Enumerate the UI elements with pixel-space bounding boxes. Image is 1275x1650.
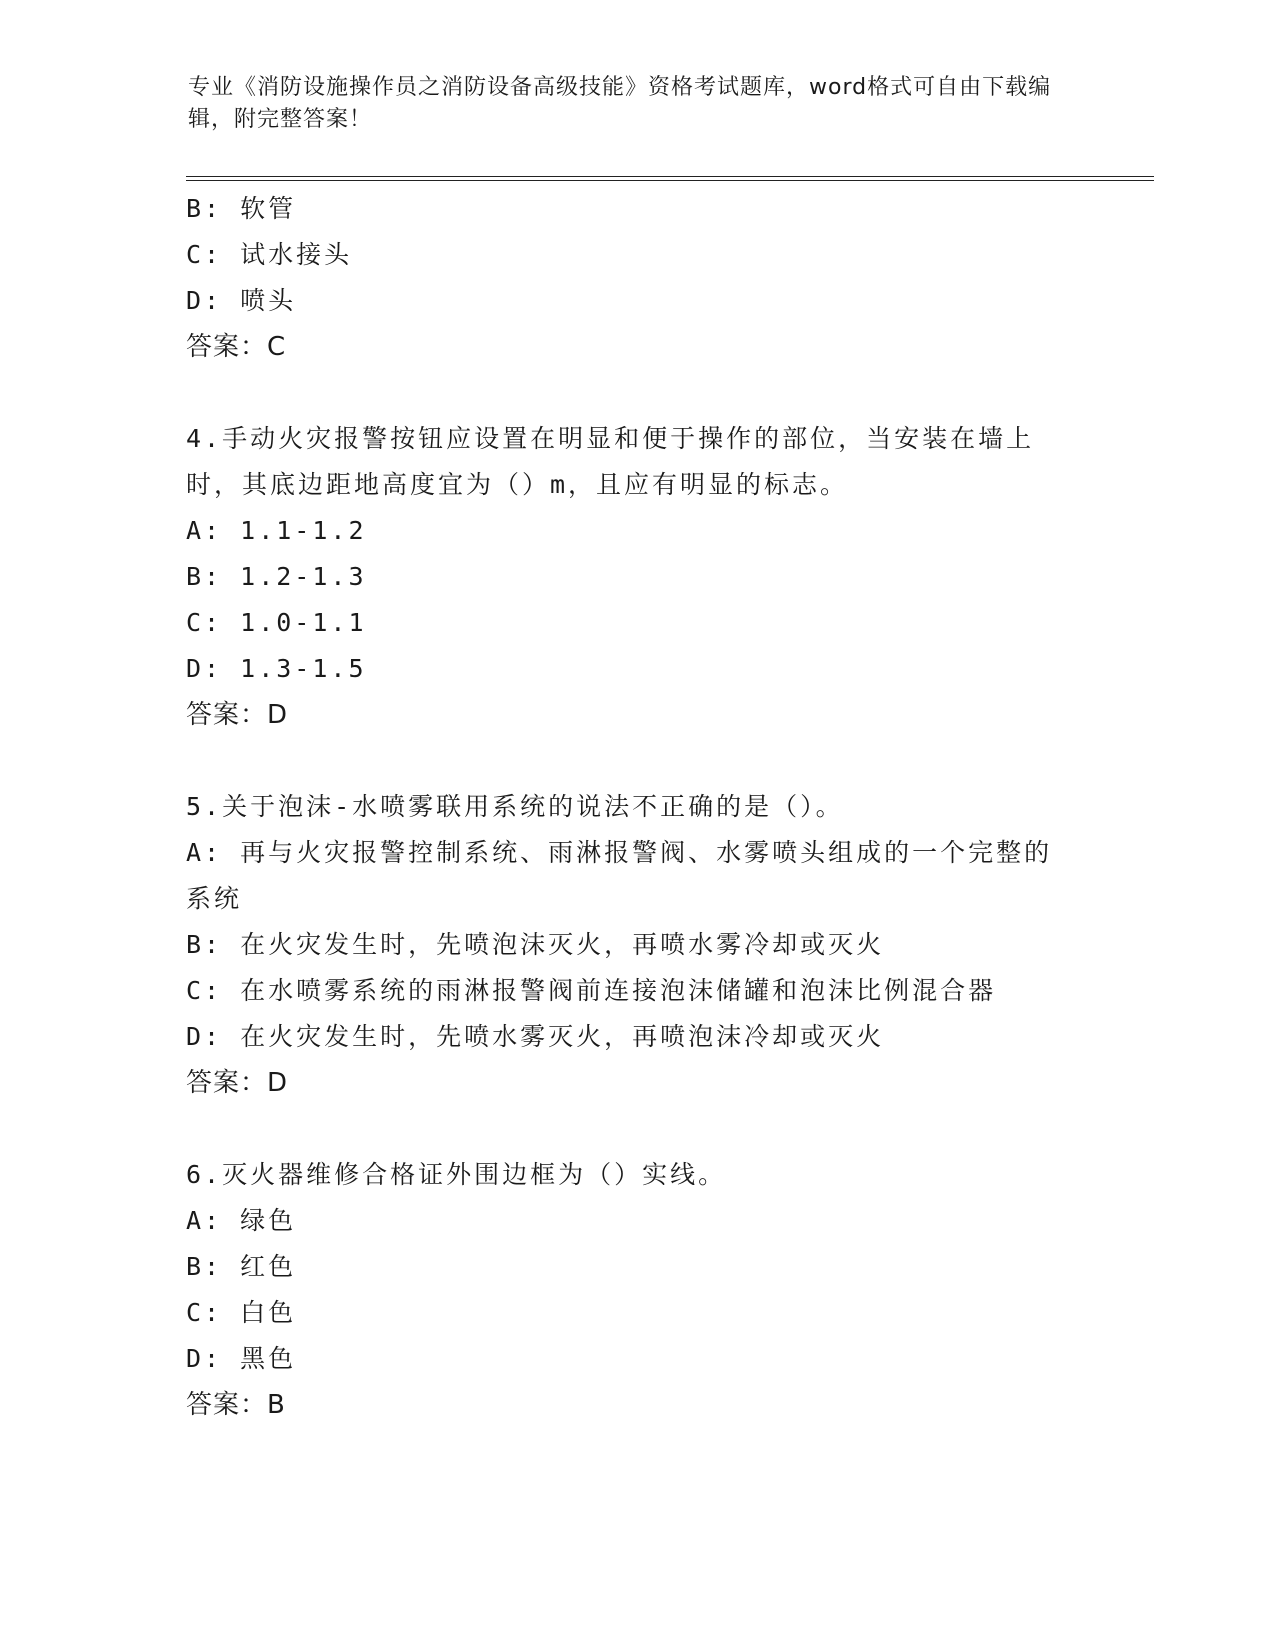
option-c: C: 1.0-1.1 xyxy=(186,608,367,637)
answer-line: 答案：D xyxy=(186,700,289,730)
question-stem: 5.关于泡沫-水喷雾联用系统的说法不正确的是（）。 xyxy=(186,792,844,821)
option-d: D: 在火灾发生时，先喷水雾灭火，再喷泡沫冷却或灭火 xyxy=(186,1022,885,1051)
header-divider xyxy=(186,176,1154,181)
answer-line: 答案：C xyxy=(186,332,287,362)
option-a: A: 再与火灾报警控制系统、雨淋报警阀、水雾喷头组成的一个完整的 xyxy=(186,838,1053,867)
option-b: B: 软管 xyxy=(186,194,297,223)
answer-line: 答案：D xyxy=(186,1068,289,1098)
option-d: D: 1.3-1.5 xyxy=(186,654,367,683)
question-list xyxy=(186,186,1086,1428)
spacer xyxy=(186,1106,1086,1152)
option-c: C: 在水喷雾系统的雨淋报警阀前连接泡沫储罐和泡沫比例混合器 xyxy=(186,976,997,1005)
option-d: D: 黑色 xyxy=(186,1344,297,1373)
spacer xyxy=(186,738,1086,784)
header-title: 专业《消防设施操作员之消防设备高级技能》资格考试题库，word格式可自由下载编辑，附完整答案！ xyxy=(188,75,1052,132)
spacer xyxy=(186,370,1086,416)
question-stem: 6.灭火器维修合格证外围边框为（）实线。 xyxy=(186,1160,727,1189)
option-a: A: 1.1-1.2 xyxy=(186,516,367,545)
question-stem: 时，其底边距地高度宜为（）m，且应有明显的标志。 xyxy=(186,470,849,499)
question-stem: 4.手动火灾报警按钮应设置在明显和便于操作的部位，当安装在墙上 xyxy=(186,424,1035,453)
option-b: B: 红色 xyxy=(186,1252,297,1281)
option-c: C: 试水接头 xyxy=(186,240,353,269)
option-a: A: 绿色 xyxy=(186,1206,297,1235)
prev-question xyxy=(186,186,1086,370)
question-6 xyxy=(186,1152,1086,1428)
question-5 xyxy=(186,784,1086,1106)
option-a-continued: 系统 xyxy=(186,884,243,913)
question-4 xyxy=(186,416,1086,738)
option-b: B: 1.2-1.3 xyxy=(186,562,367,591)
option-b: B: 在火灾发生时，先喷泡沫灭火，再喷水雾冷却或灭火 xyxy=(186,930,885,959)
page-header xyxy=(188,72,1068,136)
option-c: C: 白色 xyxy=(186,1298,297,1327)
answer-line: 答案：B xyxy=(186,1390,286,1420)
option-d: D: 喷头 xyxy=(186,286,297,315)
